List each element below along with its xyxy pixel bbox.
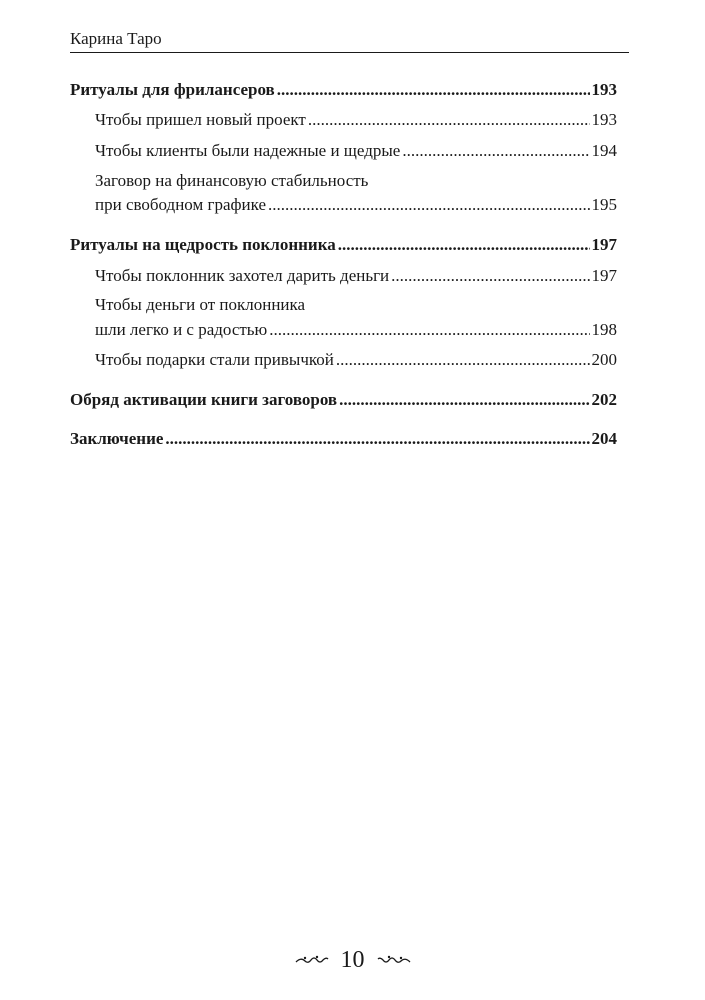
toc-item-easy-money[interactable]: [95, 320, 617, 340]
toc-label: шли легко и с радостью: [95, 320, 268, 339]
toc-label: Обряд активации книги заговоров: [70, 390, 338, 409]
leader-dots: [165, 429, 589, 449]
toc-label: Заключение: [70, 429, 164, 448]
running-header: [70, 29, 629, 53]
toc-page: 198: [591, 320, 617, 339]
right-ornament-icon: [377, 953, 411, 967]
toc-page: 195: [591, 195, 617, 214]
toc-item-easy-money-line1[interactable]: Чтобы деньги от поклонника: [95, 295, 306, 314]
leader-dots: [336, 350, 590, 370]
leader-dots: [308, 110, 590, 130]
page-footer: [0, 945, 705, 974]
toc-label: Чтобы клиенты были надежные и щедрые: [95, 141, 401, 160]
leader-dots: [339, 390, 589, 410]
toc-label: Чтобы пришел новый проект: [95, 110, 306, 129]
leader-dots: [338, 235, 590, 255]
leader-dots: [402, 141, 589, 161]
leader-dots: [391, 266, 589, 286]
toc-page: 193: [591, 110, 617, 129]
toc-page: 202: [591, 390, 617, 409]
toc-item-stability-line1[interactable]: Заговор на финансовую стабильность: [95, 171, 369, 190]
leader-dots: [269, 320, 589, 340]
toc-item-new-project[interactable]: [95, 110, 617, 130]
toc-page: 197: [591, 235, 617, 254]
toc-page: 197: [591, 266, 617, 285]
toc-label: Ритуалы на щедрость поклонника: [70, 235, 336, 254]
toc-label: Ритуалы для фрилансеров: [70, 80, 275, 99]
toc-item-gift-money[interactable]: [95, 266, 617, 286]
left-ornament-icon: [295, 953, 329, 967]
toc-chapter-admirer[interactable]: [70, 235, 617, 255]
toc-label: при свободном графике: [95, 195, 267, 214]
toc-chapter-activation[interactable]: [70, 390, 617, 410]
author-name: Карина Таро: [70, 29, 162, 48]
page-number: 10: [340, 947, 365, 974]
toc-item-gift-habit[interactable]: [95, 350, 617, 370]
leader-dots: [277, 80, 590, 100]
toc-page: 193: [591, 80, 617, 99]
toc-chapter-conclusion[interactable]: [70, 429, 617, 449]
toc-page: 200: [591, 350, 617, 369]
toc-label: Чтобы подарки стали привычкой: [95, 350, 334, 369]
toc-label: Чтобы поклонник захотел дарить деньги: [95, 266, 390, 285]
toc-item-stability[interactable]: [95, 195, 617, 215]
leader-dots: [268, 195, 589, 215]
toc-page: 194: [591, 141, 617, 160]
toc-chapter-freelancers[interactable]: [70, 80, 617, 100]
toc-item-reliable-clients[interactable]: [95, 141, 617, 161]
toc-page: 204: [591, 429, 617, 448]
